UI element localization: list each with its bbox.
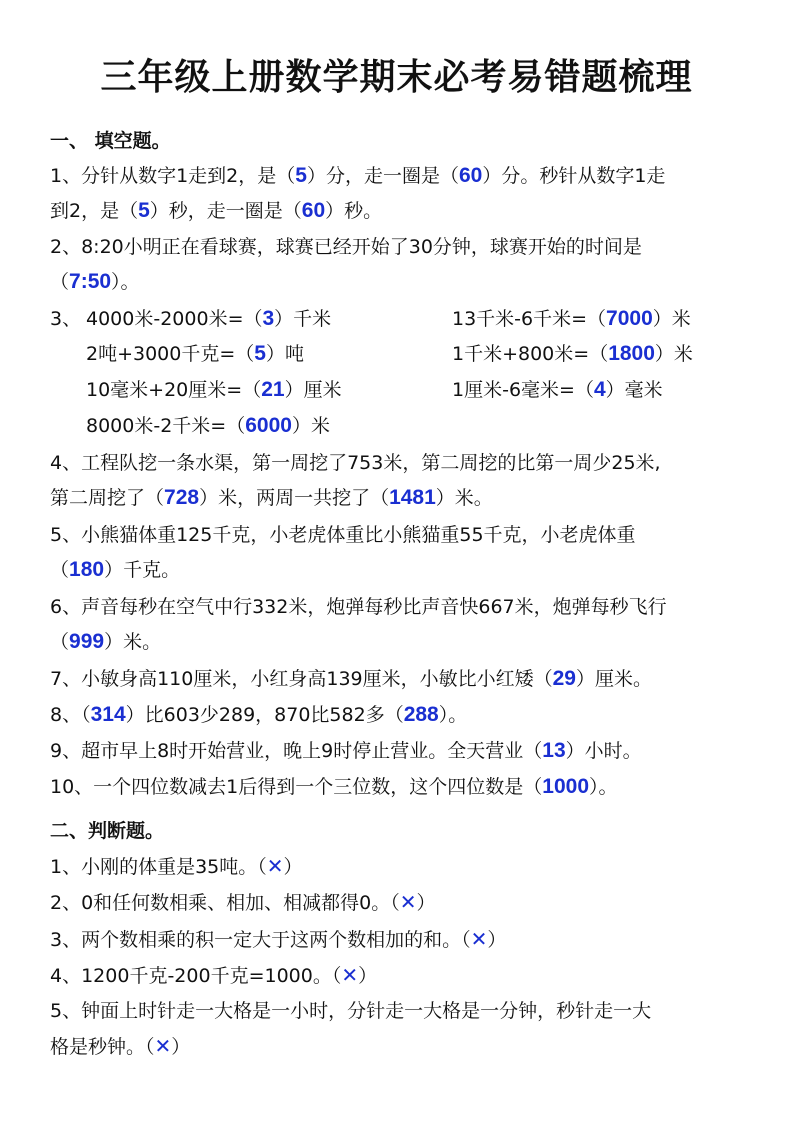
- judgment-item-3: [50, 925, 750, 954]
- question-text: 10、一个四位数减去1后得到一个三位数，这个四位数是（: [50, 776, 543, 798]
- judgment-item-5-line-1: 5、钟面上时针走一大格是一小时，分针走一大格是一分钟，秒针走一大: [50, 1000, 652, 1022]
- question-text: 到2，是（: [50, 200, 139, 222]
- answer-value: 1000: [542, 775, 589, 798]
- question-2-line-2: [50, 268, 750, 296]
- question-text: ）米。: [104, 631, 162, 653]
- answer-value: 4: [593, 378, 606, 401]
- question-text: ）分，走一圈是（: [306, 165, 459, 187]
- judgment-item-5-line-2: [50, 1032, 750, 1061]
- answer-value: 60: [301, 199, 326, 222]
- question-text: ）。: [111, 271, 140, 293]
- question-1-line-1: [50, 162, 750, 190]
- answer-value: 3: [262, 307, 275, 330]
- answer-value: 60: [458, 164, 483, 187]
- question-text: 8、（: [50, 704, 91, 726]
- question-3-prefix: 3、: [50, 308, 82, 330]
- page-title: 三年级上册数学期末必考易错题梳理: [100, 57, 693, 98]
- cross-mark-icon: ✕: [341, 963, 359, 987]
- question-text: 10毫米+20厘米=（: [86, 379, 262, 401]
- question-text: ）秒，走一圈是（: [149, 200, 302, 222]
- question-text: ）千克。: [104, 559, 181, 581]
- question-text: 2、0和任何数相乘、相加、相减都得0。（: [50, 892, 400, 914]
- answer-value: 288: [403, 703, 439, 726]
- question-3-item: [452, 340, 693, 368]
- answer-value: 999: [69, 630, 105, 653]
- question-text: ）吨: [265, 343, 304, 365]
- question-7: [50, 665, 750, 693]
- question-3-item: [86, 340, 304, 368]
- question-4-line-1: 4、工程队挖一条水渠，第一周挖了753米，第二周挖的比第一周少25米,: [50, 452, 661, 474]
- question-text: ）米: [654, 343, 693, 365]
- question-text: ）千米: [274, 308, 332, 330]
- question-5-line-2: [50, 556, 750, 584]
- question-9: [50, 737, 750, 765]
- question-text: ）厘米。: [575, 668, 652, 690]
- answer-value: 5: [138, 199, 150, 222]
- answer-value: 6000: [245, 414, 292, 437]
- answer-value: 5: [295, 164, 307, 187]
- question-text: （: [50, 559, 70, 581]
- question-5-line-1: 5、小熊猫体重125千克，小老虎体重比小熊猫重55千克，小老虎体重: [50, 524, 636, 546]
- question-text: ）: [416, 892, 436, 914]
- question-text: ）: [358, 965, 378, 987]
- cross-mark-icon: ✕: [470, 927, 488, 951]
- question-4-line-2: [50, 484, 750, 512]
- cross-mark-icon: ✕: [399, 890, 417, 914]
- question-3-item: [452, 305, 691, 333]
- question-text: （: [50, 631, 70, 653]
- question-text: 4000米-2000米=（: [86, 308, 263, 330]
- question-1-line-2: [50, 197, 750, 225]
- question-text: 8000米-2千米=（: [86, 415, 246, 437]
- question-text: ）分。秒针从数字1走: [482, 165, 666, 187]
- question-text: ）秒。: [325, 200, 383, 222]
- question-text: 1厘米-6毫米=（: [452, 379, 594, 401]
- question-text: ）厘米: [284, 379, 342, 401]
- question-3-item: [86, 412, 330, 440]
- question-text: ）小时。: [565, 740, 642, 762]
- question-text: ）米，两周一共挖了（: [199, 487, 390, 509]
- answer-value: 1800: [608, 342, 655, 365]
- answer-value: 21: [261, 378, 285, 401]
- question-6-line-2: [50, 628, 750, 656]
- judgment-item-4: [50, 961, 750, 990]
- question-text: 2吨+3000千克=（: [86, 343, 255, 365]
- answer-value: 13: [542, 739, 566, 762]
- question-text: 格是秒钟。（: [50, 1036, 155, 1058]
- question-text: 1、分针从数字1走到2，是（: [50, 165, 296, 187]
- answer-value: 5: [254, 342, 266, 365]
- question-3-item: [86, 305, 331, 333]
- section-heading-fill-in: 一、 填空题。: [50, 130, 171, 152]
- question-text: 1、小刚的体重是35吨。（: [50, 856, 267, 878]
- question-2-line-1: 2、8:20小明正在看球赛，球赛已经开始了30分钟，球赛开始的时间是: [50, 236, 642, 258]
- question-text: 3、两个数相乘的积一定大于这两个数相加的和。（: [50, 929, 471, 951]
- answer-value: 180: [69, 558, 105, 581]
- question-text: ）比603少289，870比582多（: [125, 704, 404, 726]
- cross-mark-icon: ✕: [266, 854, 284, 878]
- cross-mark-icon: ✕: [154, 1034, 172, 1058]
- question-text: ）米: [652, 308, 691, 330]
- question-text: 1千米+800米=（: [452, 343, 609, 365]
- answer-value: 7000: [606, 307, 653, 330]
- question-text: 第二周挖了（: [50, 487, 165, 509]
- question-text: 9、超市早上8时开始营业，晚上9时停止营业。全天营业（: [50, 740, 543, 762]
- answer-value: 1481: [389, 486, 436, 509]
- answer-value: 314: [90, 703, 126, 726]
- question-3-item: [452, 376, 663, 404]
- question-6-line-1: 6、声音每秒在空气中行332米，炮弹每秒比声音快667米，炮弹每秒飞行: [50, 596, 667, 618]
- question-text: ）: [487, 929, 507, 951]
- question-text: ）米。: [435, 487, 493, 509]
- question-text: 7、小敏身高110厘米，小红身高139厘米，小敏比小红矮（: [50, 668, 553, 690]
- question-8: [50, 701, 750, 729]
- question-text: （: [50, 271, 70, 293]
- answer-value: 29: [552, 667, 576, 690]
- judgment-item-1: [50, 852, 750, 881]
- question-10: [50, 773, 750, 801]
- question-text: 13千米-6千米=（: [452, 308, 607, 330]
- question-text: ）。: [438, 704, 468, 726]
- question-text: ）米: [291, 415, 330, 437]
- question-text: ）毫米: [605, 379, 663, 401]
- section-heading-judgment: 二、判断题。: [50, 820, 165, 842]
- answer-value: 7:50: [69, 270, 112, 293]
- question-text: ）: [283, 856, 303, 878]
- question-3-item: [86, 376, 342, 404]
- question-text: 4、1200千克-200千克=1000。（: [50, 965, 342, 987]
- question-text: ）。: [589, 776, 618, 798]
- judgment-item-2: [50, 888, 750, 917]
- question-text: ）: [171, 1036, 191, 1058]
- answer-value: 728: [164, 486, 200, 509]
